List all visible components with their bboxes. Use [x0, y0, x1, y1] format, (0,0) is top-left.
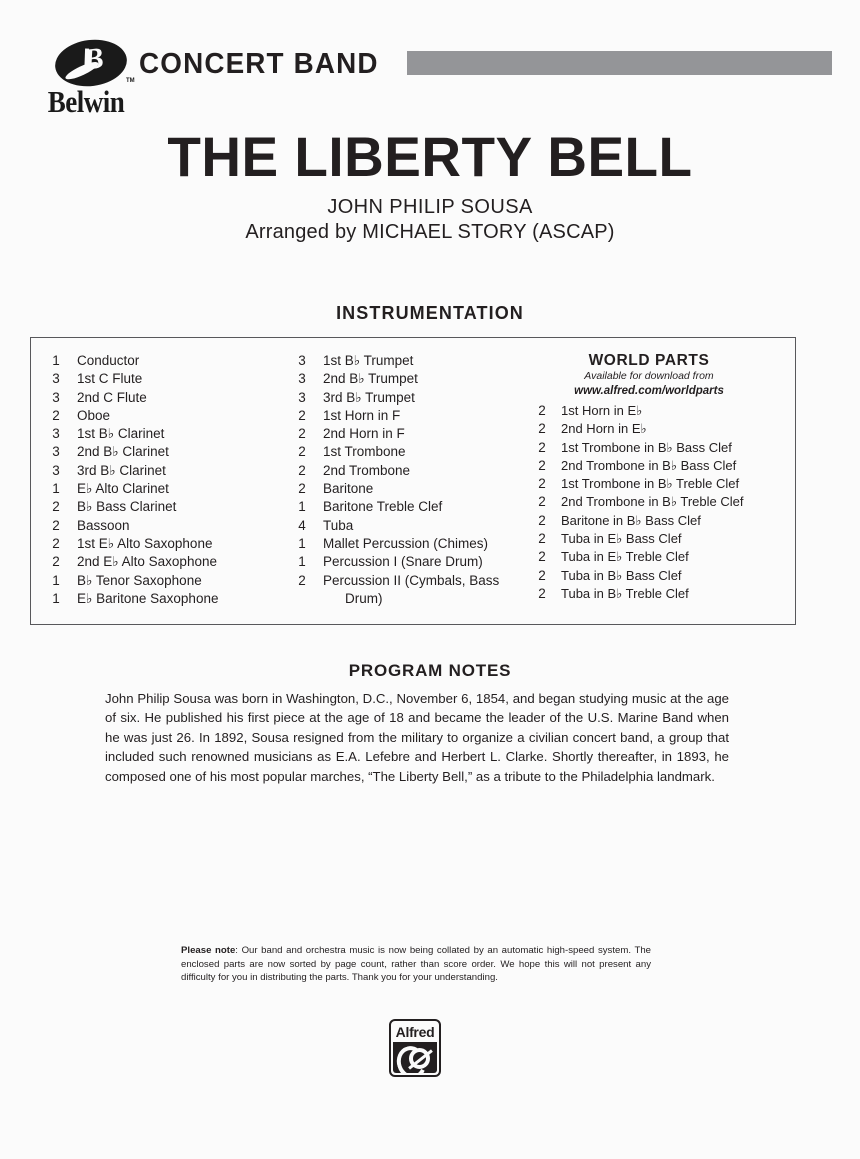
- instrumentation-box: [30, 337, 796, 625]
- please-note-text: : Our band and orchestra music is now being collated by an automatic high-speed system. The enclosed parts are now sorted by page count, rather than score order. We hope this will not present any difficulty for you in distributing the parts. Thank you for your understanding.: [181, 945, 651, 984]
- instrument-row: [289, 443, 519, 461]
- world-part-quantity: 2: [538, 457, 546, 473]
- instrument-label: 1st E♭ Alto Saxophone: [77, 535, 213, 551]
- instrument-label: 1st Horn in F: [323, 407, 401, 423]
- instrument-quantity: 2: [52, 517, 60, 533]
- world-part-label: Tuba in B♭ Treble Clef: [561, 585, 689, 601]
- instrument-label: Bassoon: [77, 517, 130, 533]
- world-part-label: 2nd Trombone in B♭ Treble Clef: [561, 494, 744, 510]
- world-part-row: [531, 475, 789, 493]
- instrument-row: [289, 352, 519, 370]
- series-title-bar: [407, 51, 832, 75]
- belwin-wordmark: Belwin: [47, 85, 125, 119]
- instrument-quantity: 2: [52, 554, 60, 570]
- instrument-row: [289, 517, 519, 535]
- world-part-quantity: 2: [538, 476, 546, 492]
- instrument-label: Mallet Percussion (Chimes): [323, 535, 489, 551]
- instrument-quantity: 3: [52, 444, 60, 460]
- instrument-row: [43, 352, 283, 370]
- program-notes-heading: PROGRAM NOTES: [348, 661, 512, 680]
- world-part-label: Tuba in E♭ Bass Clef: [561, 531, 682, 547]
- instrument-quantity: 2: [298, 481, 306, 497]
- world-part-label: 1st Trombone in B♭ Treble Clef: [561, 476, 740, 492]
- world-part-quantity: 2: [538, 439, 546, 455]
- series-title: CONCERT BAND: [139, 48, 379, 80]
- world-parts-column: [531, 352, 789, 603]
- instrument-label: 2nd B♭ Clarinet: [77, 444, 169, 460]
- page-title: THE LIBERTY BELL: [167, 125, 693, 188]
- instrument-quantity: 1: [52, 572, 60, 588]
- alfred-emblem-icon: [393, 1042, 437, 1073]
- instrument-quantity: 2: [298, 444, 306, 460]
- instrument-row: [43, 462, 283, 480]
- instrument-row: [289, 572, 519, 609]
- instrument-quantity: 2: [52, 407, 60, 423]
- world-part-row: [531, 585, 789, 603]
- instrument-row: [43, 517, 283, 535]
- world-part-row: [531, 420, 789, 438]
- instrument-row: [43, 407, 283, 425]
- instrument-quantity: 1: [52, 481, 60, 497]
- instrument-row: [43, 572, 283, 590]
- composer-name: JOHN PHILIP SOUSA: [327, 196, 533, 218]
- instrument-label: Percussion II (Cymbals, Bass Drum): [315, 572, 519, 609]
- world-parts-url[interactable]: www.alfred.com/worldparts: [574, 385, 724, 397]
- world-part-quantity: 2: [538, 531, 546, 547]
- world-part-row: [531, 567, 789, 585]
- instrument-row: [289, 389, 519, 407]
- world-part-quantity: 2: [538, 585, 546, 601]
- instrument-quantity: 2: [52, 499, 60, 515]
- world-part-row: [531, 512, 789, 530]
- instrument-label: 3rd B♭ Trumpet: [323, 389, 415, 405]
- instrument-row: [289, 462, 519, 480]
- world-parts-title: WORLD PARTS: [588, 352, 710, 369]
- instrument-label: 1st B♭ Trumpet: [323, 353, 414, 368]
- instrument-label: 1st B♭ Clarinet: [77, 426, 165, 442]
- world-part-label: 1st Trombone in B♭ Bass Clef: [561, 439, 732, 455]
- instrument-label: Tuba: [323, 517, 354, 533]
- instrument-label: Baritone: [323, 481, 374, 497]
- trademark-symbol: TM: [126, 78, 135, 84]
- title-block: [0, 126, 860, 244]
- instrumentation-column-2: [289, 352, 519, 608]
- instrument-row: [289, 553, 519, 571]
- instrument-row: [289, 535, 519, 553]
- world-part-label: Baritone in B♭ Bass Clef: [561, 512, 701, 528]
- instrument-label: B♭ Bass Clarinet: [77, 499, 177, 515]
- world-part-row: [531, 402, 789, 420]
- instrument-label: E♭ Baritone Saxophone: [77, 590, 219, 606]
- instrument-quantity: 3: [298, 389, 306, 405]
- instrument-label: 1st Trombone: [323, 444, 406, 460]
- world-parts-header: [531, 352, 789, 400]
- instrument-quantity: 3: [52, 426, 60, 442]
- please-note-label: Please note: [181, 945, 236, 956]
- instrument-quantity: 3: [52, 371, 60, 387]
- world-part-row: [531, 530, 789, 548]
- world-part-quantity: 2: [538, 512, 546, 528]
- instrument-row: [289, 480, 519, 498]
- instrument-label: 2nd C Flute: [77, 389, 147, 405]
- instrument-row: [43, 425, 283, 443]
- world-parts-subtitle: Available for download from: [584, 370, 714, 382]
- world-part-row: [531, 439, 789, 457]
- instrument-quantity: 1: [298, 554, 306, 570]
- instrument-row: [289, 407, 519, 425]
- instrument-row: [289, 370, 519, 388]
- instrument-row: [43, 590, 283, 608]
- instrumentation-heading: INSTRUMENTATION: [336, 303, 524, 323]
- instrumentation-column-1: [43, 352, 283, 608]
- alfred-publisher-logo: [389, 1019, 441, 1077]
- world-part-label: 2nd Horn in E♭: [561, 421, 647, 437]
- instrument-label: 2nd B♭ Trumpet: [323, 371, 418, 387]
- instrument-quantity: 2: [298, 426, 306, 442]
- instrument-row: [43, 480, 283, 498]
- instrument-quantity: 1: [298, 535, 306, 551]
- alfred-wordmark: Alfred: [395, 1024, 435, 1040]
- world-part-row: [531, 457, 789, 475]
- world-part-quantity: 2: [538, 494, 546, 510]
- belwin-logo: [22, 40, 150, 118]
- instrument-label: 2nd Horn in F: [323, 426, 405, 442]
- world-part-label: 2nd Trombone in B♭ Bass Clef: [561, 457, 737, 473]
- instrument-quantity: 2: [298, 407, 306, 423]
- belwin-emblem-icon: [52, 36, 129, 90]
- world-part-label: 1st Horn in E♭: [561, 403, 643, 418]
- instrument-label: Conductor: [77, 353, 140, 368]
- instrument-quantity: 3: [298, 353, 306, 368]
- instrument-quantity: 2: [52, 535, 60, 551]
- world-part-label: Tuba in E♭ Treble Clef: [561, 549, 689, 565]
- world-part-quantity: 2: [538, 403, 546, 418]
- instrument-quantity: 1: [52, 590, 60, 606]
- world-part-row: [531, 493, 789, 511]
- instrument-row: [43, 535, 283, 553]
- instrument-quantity: 1: [298, 499, 306, 515]
- world-parts-list: [531, 402, 789, 603]
- instrument-quantity: 3: [52, 462, 60, 478]
- instrument-row: [43, 370, 283, 388]
- instrument-quantity: 2: [298, 572, 306, 588]
- publisher-header: [0, 0, 860, 125]
- instrument-label: B♭ Tenor Saxophone: [77, 572, 202, 588]
- instrument-row: [43, 498, 283, 516]
- instrument-label: Baritone Treble Clef: [323, 499, 443, 515]
- instrument-label-continuation: Drum): [345, 590, 383, 606]
- instrument-row: [43, 389, 283, 407]
- world-part-quantity: 2: [538, 567, 546, 583]
- program-notes-body: John Philip Sousa was born in Washington, D.C., November 6, 1854, and began studying music at the age of six. He published his first piece at the age of 18 and became the leader of the U.S. Marine Band when he was just 26. In 1892, Sousa resigned from the military to organize a civilian concert band, a group that included such renowned musicians as E.A. Lefebre and Herbert L. Clarke. Shortly thereafter, in 1893, he composed one of his most popular marches, “The Liberty Bell,” as a tribute to the Philadelphia landmark.: [105, 691, 729, 784]
- instrument-row: [43, 553, 283, 571]
- world-part-quantity: 2: [538, 549, 546, 565]
- instrument-label: 2nd E♭ Alto Saxophone: [77, 554, 217, 570]
- instrument-quantity: 4: [298, 517, 306, 533]
- instrument-row: [289, 425, 519, 443]
- arranger-credit: Arranged by MICHAEL STORY (ASCAP): [245, 221, 615, 243]
- world-part-quantity: 2: [538, 421, 546, 437]
- instrument-row: [289, 498, 519, 516]
- instrument-quantity: 3: [52, 389, 60, 405]
- instrument-label: 1st C Flute: [77, 371, 143, 387]
- instrument-label: E♭ Alto Clarinet: [77, 481, 169, 497]
- instrument-quantity: 2: [298, 462, 306, 478]
- instrument-label: Percussion I (Snare Drum): [323, 554, 483, 570]
- world-part-label: Tuba in B♭ Bass Clef: [561, 567, 682, 583]
- instrument-quantity: 1: [52, 353, 60, 368]
- please-note-disclaimer: [181, 944, 651, 985]
- instrument-label: 2nd Trombone: [323, 462, 411, 478]
- instrument-quantity: 3: [298, 371, 306, 387]
- instrument-label: 3rd B♭ Clarinet: [77, 462, 166, 478]
- world-part-row: [531, 548, 789, 566]
- instrument-label: Oboe: [77, 407, 111, 423]
- belwin-b-glyph: B: [81, 41, 106, 77]
- instrument-row: [43, 443, 283, 461]
